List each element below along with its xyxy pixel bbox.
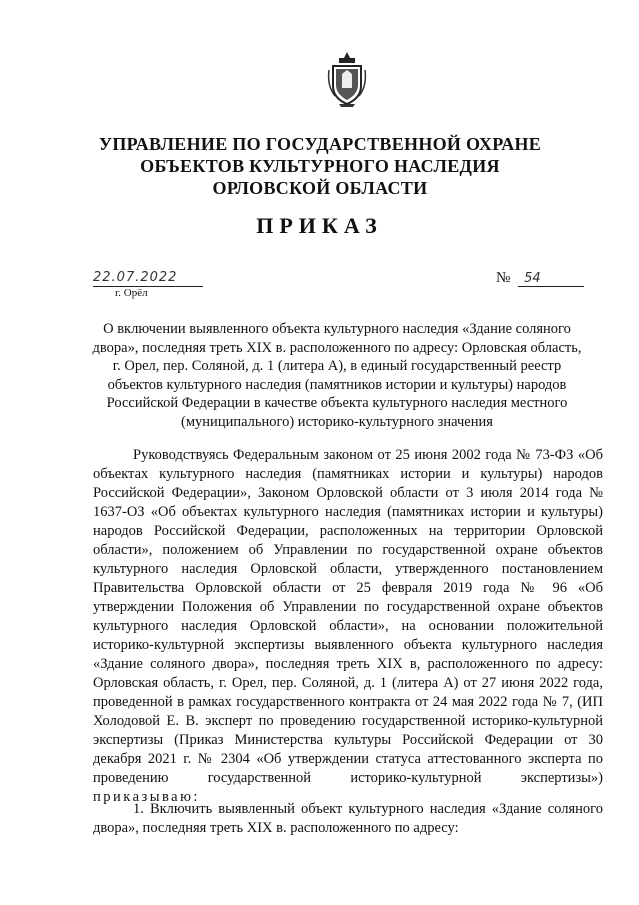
order-subject: О включении выявленного объекта культурного наследия «Здание соляного двора», последняя треть XIX в. расположенного по адресу: Орловская область, г. Орел, пер. Соляной, д. 1 (литера А), в единый государственный реестр объектов культурного наследия (памятников истории и культуры) народов Российской Федерации в качестве объекта культурного наследия местного (муниципального) историко-культурного значения bbox=[92, 321, 582, 430]
agency-name-line-3: ОРЛОВСКОЙ ОБЛАСТИ bbox=[212, 178, 428, 198]
city-label: г. Орёл bbox=[115, 287, 148, 299]
coat-of-arms-emblem bbox=[327, 50, 367, 108]
document-type-title: ПРИКАЗ bbox=[256, 213, 383, 238]
agency-name-line-1: УПРАВЛЕНИЕ ПО ГОСУДАРСТВЕННОЙ ОХРАНЕ bbox=[98, 134, 542, 154]
preamble-paragraph bbox=[93, 446, 603, 807]
order-number-block bbox=[496, 270, 584, 287]
decree-word: приказываю: bbox=[93, 789, 200, 805]
handwritten-order-number: 54 bbox=[518, 271, 584, 287]
preamble-text: Руководствуясь Федеральным законом от 25 июня 2002 года № 73-ФЗ «Об объектах культурного наследия (памятниках истории и культуры) народов Российской Федерации», Законом Орловской области от 3 июля 2014 года № 1637-ОЗ «Об объектах культурного наследия (памятниках истории и культуры) народов Российской Федерации, расположенных на территории Орловской области», положением об Управлении по государственной охране объектов культурного наследия Орловской области, утвержденного постановлением Правительства Орловской области от 25 февраля 2019 года № 96 «Об утверждении Положения об Управлении по государственной охране объектов культурного наследия Орловской области», на основании положительной историко-культурной экспертизы выявленного объекта культурного наследия «Здание соляного двора», последняя треть XIX в, расположенного по адресу: Орловская область, г. Орел, пер. Соляной, д. 1 (литера А) от 27 июня 2022 года, проведенной в рамках государственного контракта от 24 мая 2022 года № 7, (ИП Холодовой Е. В. эксперт по проведению государственной историко-культурной экспертизы (Приказ Министерства культуры Российской Федерации от 30 декабря 2021 г. № 2304 «Об утверждении статуса аттестованного эксперта по проведению государственной историко-культурной экспертизы») bbox=[93, 447, 603, 786]
handwritten-date: 22.07.2022 bbox=[93, 270, 203, 287]
number-label: № bbox=[496, 270, 511, 286]
order-item-1: 1. Включить выявленный объект культурного наследия «Здание соляного двора», последняя треть XIX в. расположенного по адресу: bbox=[93, 801, 603, 836]
date-block bbox=[93, 270, 203, 299]
agency-name-line-2: ОБЪЕКТОВ КУЛЬТУРНОГО НАСЛЕДИЯ bbox=[140, 156, 500, 176]
